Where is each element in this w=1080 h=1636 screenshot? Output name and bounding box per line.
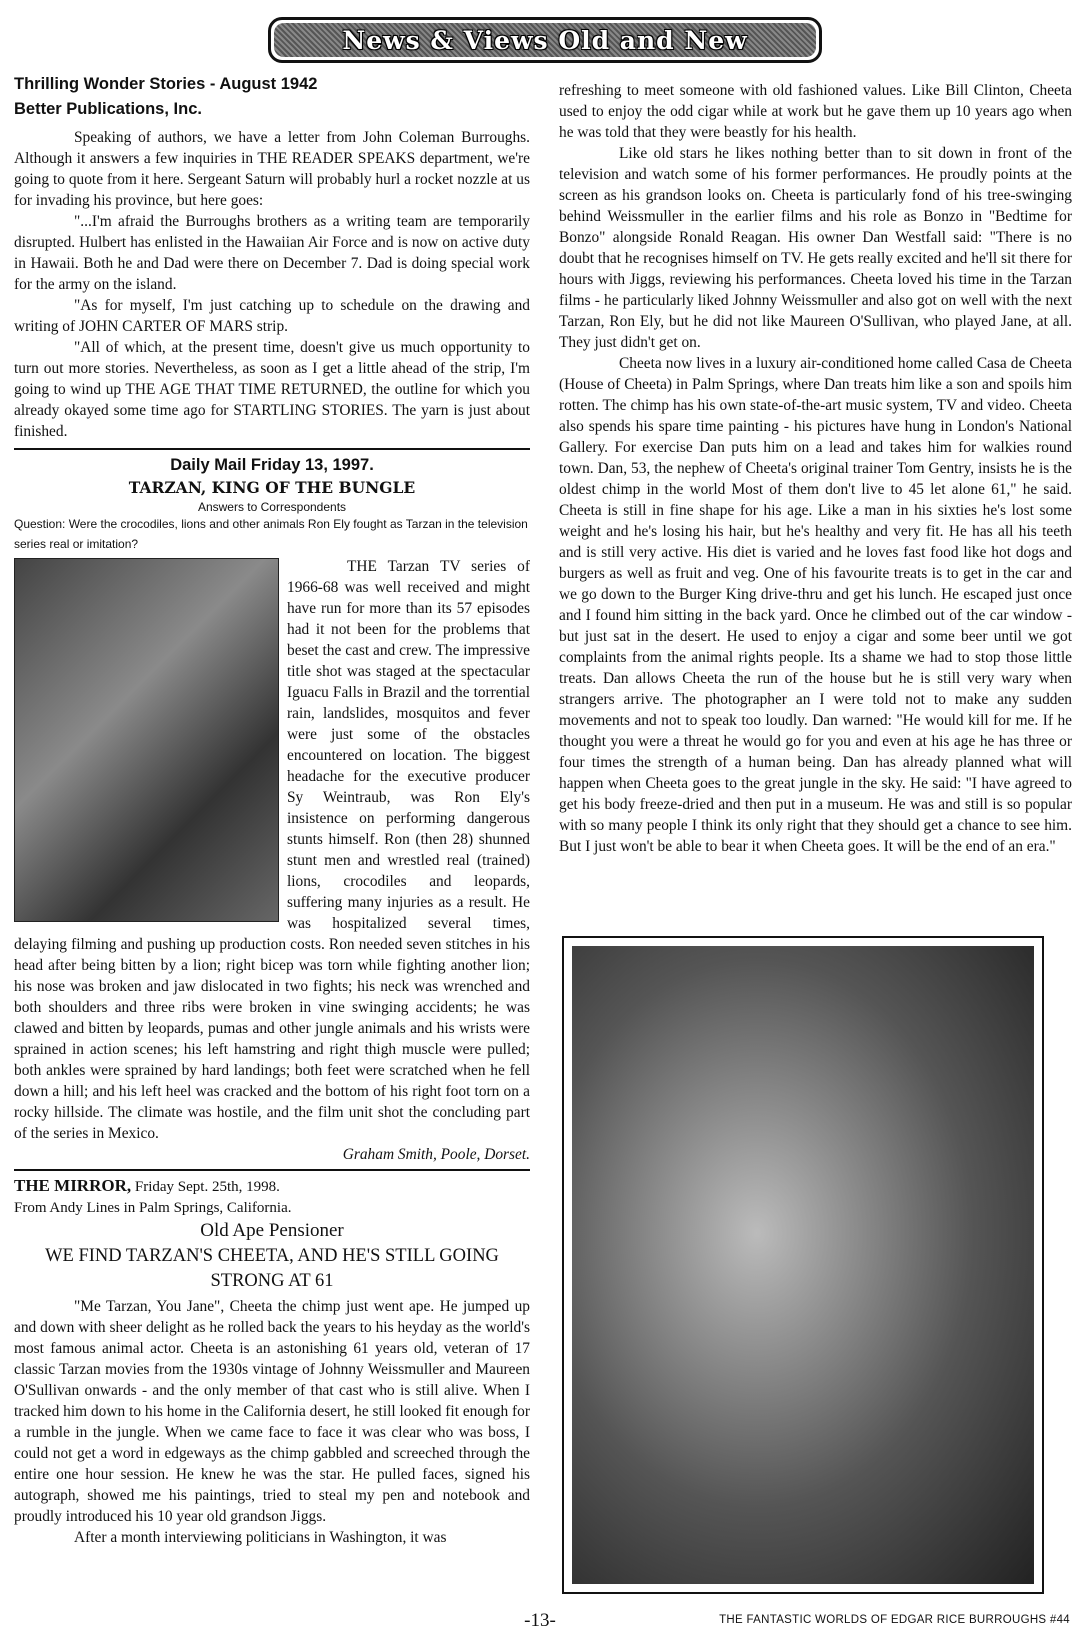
banner-inner — [274, 23, 816, 57]
article2-question: Question: Were the crocodiles, lions and other animals Ron Ely fought as Tarzan in the television series real or imitation? — [14, 517, 528, 551]
article3-paragraph: Cheeta now lives in a luxury air-conditioned home called Casa de Cheeta (House of Cheeta) in Palm Springs, where Dan treats him like a son and spoils him rotten. The chimp has his own state-of-the-art music system, TV and video. Cheeta also spends his spare time painting - his pictures have hung in London's National Gallery. For exercise Dan puts him on a lead and takes him for walkies round town. Dan, 53, the nephew of Cheeta's original trainer Tom Gentry, insists he is the oldest chimp in the world Most of them don't live to 45 let alone 61," he said. Cheeta is still in fine shape for his age. Like a man in his sixties he's lost some weight and he's losing his hair, but he's healthy and very fit. He has all his teeth and is still very active. His diet is varied and he loves fast food like hot dogs and burgers as well as fruit and veg. One of his favourite treats is to get in the car and we go down to the Burger King drive-thru and get his lunch. He escaped just once and I found him sitting in the back yard. Once he climbed out of the car window - but just sat in the desert. He used to enjoy a cigar and some beer until we got complaints from the animal rights people. Its a shame we had to stop those little treats. Dan allows Cheeta the run of the house but he is still very wary when strangers arrive. The photographer an I were told not to make any sudden movements and not to speak too loudly. Dan warned: "He would kill for me. If he thought you were a threat he would go for you and even at his age he has three or four times the strength of a human being. Dan has already planned what will happen when Cheeta goes to the great jungle in the sky. He said: "I have agreed to get his body freeze-dried and then put in a museum. He was and still is so popular with so many people I think its only right that they should get a chance to see him. But I just won't be able to bear it when Cheeta goes. It will be the end of an era." — [559, 355, 1072, 855]
article1-paragraph: "All of which, at the present time, doesn't give us much opportunity to turn out more stories. Nevertheless, as soon as I get a little ahead of the strip, I'm going to wind up THE AGE THAT TIME RETURNED, the outline for which you already okayed some time ago for STARTLING STORIES. The yarn is just about finished. — [14, 339, 530, 440]
left-column — [14, 72, 530, 1548]
article3-paragraph: After a month interviewing politicians in Washington, it was — [74, 1529, 447, 1546]
article3-source-line — [14, 1175, 530, 1198]
article2-credit: Graham Smith, Poole, Dorset. — [342, 1146, 530, 1163]
article1-paragraph: "...I'm afraid the Burroughs brothers as a writing team are temporarily disrupted. Hulbert has enlisted in the Hawaiian Air Force and is now on active duty in Hawaii. Both he and Dad were there on December 7. Dad is doing special work for the army on the island. — [14, 213, 530, 293]
right-column — [559, 80, 1072, 857]
article3-from: From Andy Lines in Palm Springs, California. — [14, 1200, 292, 1216]
article3-source: THE MIRROR, — [14, 1176, 132, 1195]
banner-title: News & Views Old and New — [342, 25, 748, 55]
article2-heading: Daily Mail Friday 13, 1997. — [170, 456, 374, 474]
article1-publisher: Better Publications, Inc. — [14, 100, 202, 118]
article2-title: TARZAN, KING OF THE BUNGLE — [128, 478, 416, 497]
tarzan-cheeta-photo — [562, 936, 1044, 1594]
article1-heading: Thrilling Wonder Stories - August 1942 — [14, 75, 318, 93]
article3-paragraph: refreshing to meet someone with old fashioned values. Like Bill Clinton, Cheeta used to enjoy the odd cigar while at work but he gave them up 10 years ago when he was told that they were beastly for his health. — [559, 82, 1072, 141]
article2-paragraph: THE Tarzan TV series of 1966-68 was well received and might have run for more than its 57 episodes had it not been for the problems that beset the cast and crew. The impressive title shot was staged at the spectacular Iguacu Falls in Brazil and the torrential rain, landslides, mosquitos and fever were just some of the obstacles encountered on location. The biggest headache for the executive producer Sy Weintraub, was Ron Ely's insistence on performing dangerous stunts himself. Ron (then 28) shunned stunt men and wrestled real (trained) lions, crocodiles and leopards, suffering many injuries as a result. He was hospitalized several times, delaying filming and pushing up production costs. Ron needed seven stitches in his head after being bitten by a lion; right bicep was torn while fighting another lion; his nose was broken and jaw dislocated in two fights; his neck was wrenched and both shoulders and three ribs were broken in vine swinging accidents; he was clawed and bitten by leopards, pumas and other jungle animals and his wrists were sprained in action scenes; his left hamstring and right thigh muscle were pulled; both ankles were sprained by hard landings; both feet were scratched when he fell down a hill; and his left heel was cracked and the bottom of his right foot torn on a rocky hillside. The climate was hostile, and the film unit shot the concluding part of the series in Mexico. — [14, 558, 530, 1142]
article1-paragraph: Speaking of authors, we have a letter from John Coleman Burroughs. Although it answers a few inquiries in THE READER SPEAKS department, we're going to quote from it here. Sergeant Saturn will probably hurl a rocket nozzle at us for invading his province, but here goes: — [14, 129, 530, 209]
article2-subtitle: Answers to Correspondents — [197, 500, 347, 514]
page-number: -13- — [524, 1610, 556, 1631]
article3-paragraph: Like old stars he likes nothing better than to sit down in front of the television and watch some of his former performances. He proudly points at the screen as his grandson looks on. Cheeta is particularly fond of his tree-swinging behind Weissmuller in the earlier films and his role as Bonzo in "Bedtime for Bonzo" alongside Ronald Reagan. His owner Dan Westfall said: "There is no doubt that he recognises himself on TV. He gets really excited and he'll sit there for hours with Jiggs, reviewing his performances. Cheeta loved his time in the Tarzan films - he particularly liked Johnny Weissmuller and also got on well with the next Tarzan, Ron Ely, but he did not like Maureen O'Sullivan, who played Jane, at all. They just didn't get on. — [559, 145, 1072, 351]
article1-paragraph: "As for myself, I'm just catching up to schedule on the drawing and writing of JOHN CARTER OF MARS strip. — [14, 297, 530, 335]
article3-date: Friday Sept. 25th, 1998. — [131, 1179, 280, 1195]
publication-title: THE FANTASTIC WORLDS OF EDGAR RICE BURROUGHS #44 — [719, 1614, 1070, 1626]
photo-image — [572, 946, 1034, 1584]
article3-title: Old Ape Pensioner — [200, 1220, 344, 1241]
divider — [14, 448, 530, 450]
ron-ely-photo — [14, 558, 279, 922]
article3-headline: WE FIND TARZAN'S CHEETA, AND HE'S STILL GOING STRONG AT 61 — [45, 1246, 499, 1291]
section-banner — [268, 17, 822, 63]
divider — [14, 1169, 530, 1171]
article3-paragraph: "Me Tarzan, You Jane", Cheeta the chimp just went ape. He jumped up and down with sheer delight as he rolled back the years to his heyday as the world's most famous animal actor. Cheeta is an astonishing 61 years old, veteran of 17 classic Tarzan movies from the 1930s vintage of Johnny Weissmuller and Maureen O'Sullivan onwards - and the only member of that cast who is still alive. When I tracked him down to his home in the California desert, he still looked fit enough for a rumble in the jungle. When we came face to face it was clear who was boss, I could not get a word in edgeways as the chimp gabbled and screeched through the entire one hour session. He knew he was the star. He pulled faces, signed his autograph, showed me his paintings, tried to steal my pen and notebook and proudly introduced his 10 year old grandson Jiggs. — [14, 1298, 530, 1525]
